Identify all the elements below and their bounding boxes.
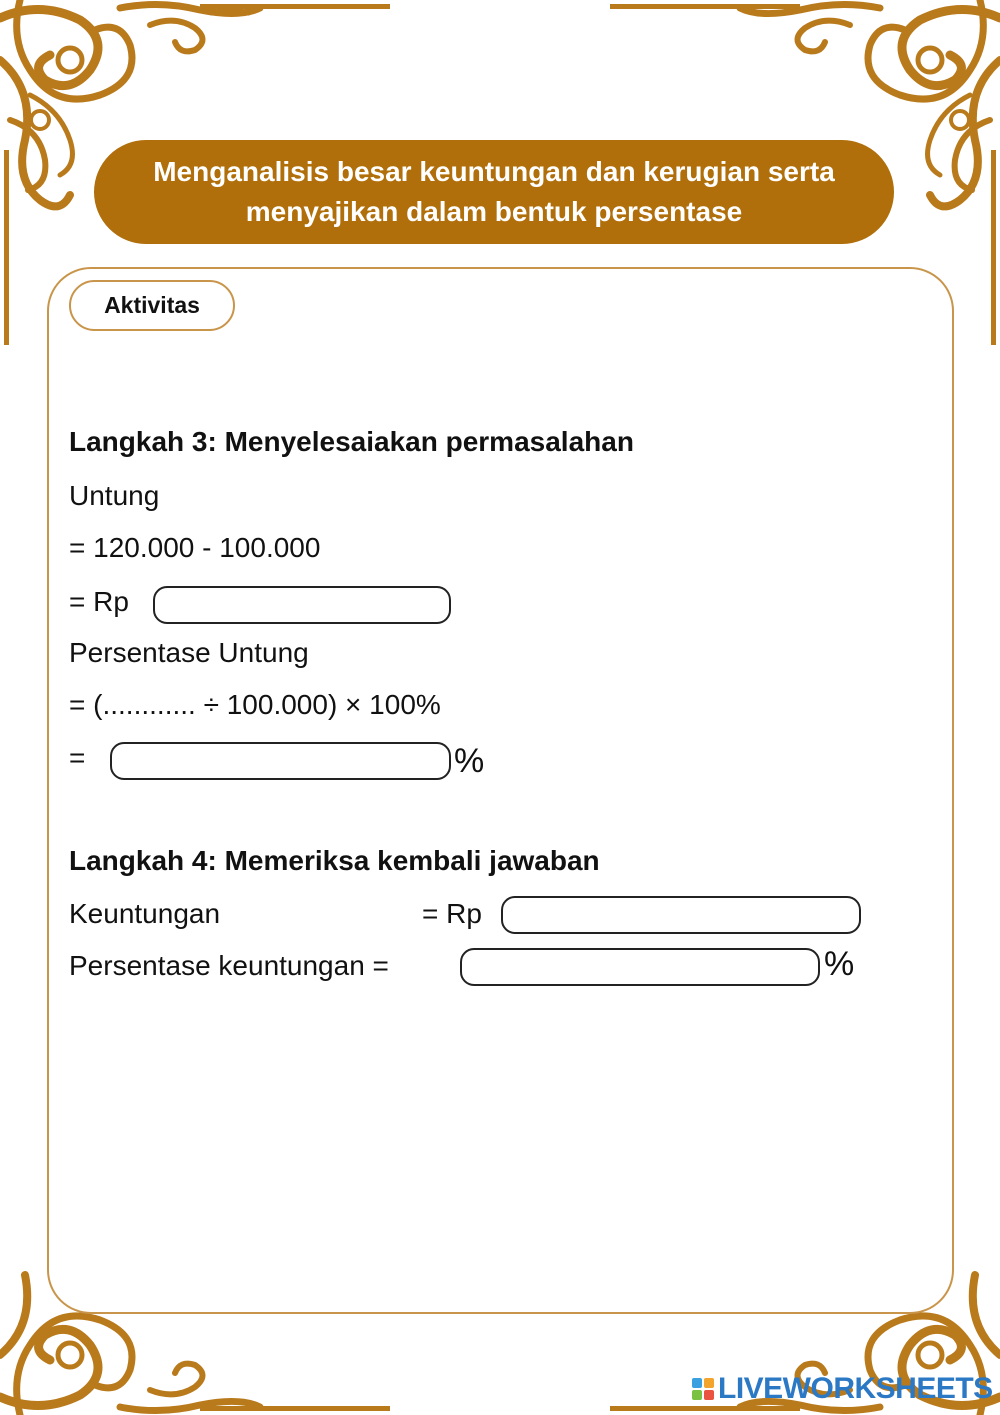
step4-heading: Langkah 4: Memeriksa kembali jawaban: [69, 845, 600, 876]
step4-profit-eq: = Rp: [422, 898, 482, 929]
step4-profit-label: Keuntungan: [69, 898, 221, 929]
step4-percent-label: Persentase keuntungan =: [69, 950, 389, 981]
step3-heading: Langkah 3: Menyelesaiakan permasalahan: [69, 426, 634, 457]
step3-percent-label: Persentase Untung: [69, 637, 309, 668]
step4-percent-sign: %: [824, 945, 855, 983]
liveworksheets-logo-icon: [692, 1378, 714, 1400]
activity-card: [47, 267, 954, 1314]
step3-percent-result-prefix: =: [69, 742, 86, 773]
step3-percent-answer-input[interactable]: [110, 742, 451, 780]
step3-profit-label: Untung: [69, 480, 160, 511]
step3-profit-calc: = 120.000 - 100.000: [69, 532, 321, 563]
step3-percent-calc: = (............ ÷ 100.000) × 100%: [69, 689, 441, 720]
step3-percent-sign: %: [454, 742, 485, 780]
step4-profit-answer-input[interactable]: [501, 896, 861, 934]
watermark-text: LIVEWORKSHEETS: [718, 1372, 993, 1405]
title-banner: [94, 140, 894, 244]
step3-profit-result-prefix: = Rp: [69, 586, 129, 617]
activity-tag: Aktivitas: [69, 280, 235, 331]
step4-percent-answer-input[interactable]: [460, 948, 820, 986]
liveworksheets-watermark: [692, 1372, 993, 1406]
step3-profit-answer-input[interactable]: [153, 586, 451, 624]
title-line-1: Menganalisis besar keuntungan dan kerugian serta: [153, 156, 835, 187]
title-line-2: menyajikan dalam bentuk persentase: [245, 196, 743, 227]
